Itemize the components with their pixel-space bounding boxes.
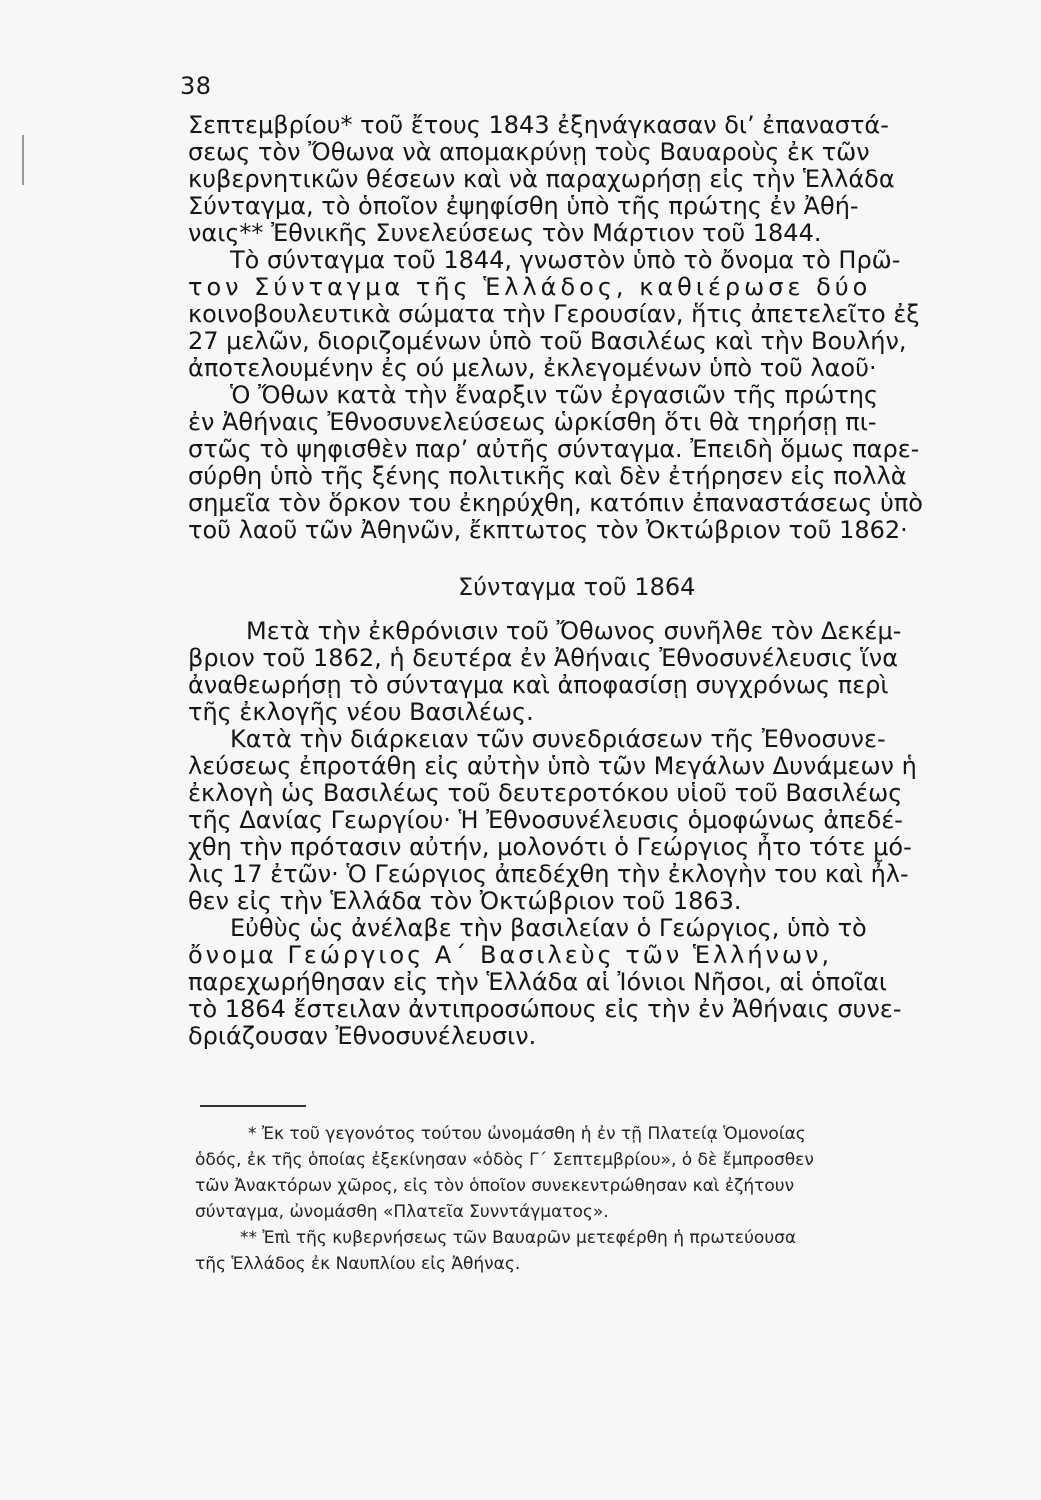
section-heading: Σύνταγμα τοῦ 1864 [458, 573, 696, 601]
text-line: Ὁ Ὄθων κατὰ τὴν ἔναρξιν τῶν ἐργασιῶν τῆς πρώτης [230, 381, 879, 409]
footnote-line: σύνταγμα, ὠνομάσθη «Πλατεῖα Συνντάγματος». [195, 1202, 609, 1222]
text-line: θεν εἰς τὴν Ἑλλάδα τὸν Ὀκτώβριον τοῦ 1863. [188, 887, 742, 915]
text-line: ὄνομα Γεώργιος Α΄ Βασιλεὺς τῶν Ἑλλήνων, [188, 941, 833, 969]
footnote-line: ** Ἐπὶ τῆς κυβερνήσεως τῶν Βαυαρῶν μετεφέρθη ἡ πρωτεύουσα [240, 1228, 797, 1248]
text-line: Τὸ σύνταγμα τοῦ 1844, γνωστὸν ὑπὸ τὸ ὄνομα τὸ Πρῶ- [230, 246, 901, 274]
footnote-divider [200, 1105, 306, 1107]
text-line: παρεχωρήθησαν εἰς τὴν Ἑλλάδα αἱ Ἰόνιοι Νῆσοι, αἱ ὁποῖαι [188, 968, 887, 996]
text-line: δριάζουσαν Ἐθνοσυνέλευσιν. [188, 1022, 537, 1050]
text-line: χθη τὴν πρότασιν αὐτήν, μολονότι ὁ Γεώργιος ἦτο τότε μό- [188, 833, 912, 861]
text-line: στῶς τὸ ψηφισθὲν παρ’ αὐτῆς σύνταγμα. Ἐπειδὴ ὅμως παρε- [188, 435, 920, 463]
footnote-line: * Ἐκ τοῦ γεγονότος τούτου ὠνομάσθη ἡ ἐν τῇ Πλατείᾳ Ὁμονοίας [248, 1124, 806, 1144]
footnote-line: τῶν Ἀνακτόρων χῶρος, εἰς τὸν ὁποῖον συνεκεντρώθησαν καὶ ἐζήτουν [195, 1176, 795, 1196]
page-number: 38 [180, 72, 212, 100]
text-line: τὸ 1864 ἔστειλαν ἀντιπροσώπους εἰς τὴν ἐν Ἀθήναις συνε- [188, 995, 902, 1023]
text-line: Σεπτεμβρίου* τοῦ ἔτους 1843 ἐξηνάγκασαν δι’ ἐπαναστά- [188, 111, 889, 139]
text-line: τον Σύνταγμα τῆς Ἑλλάδος, καθιέρωσε δύο [188, 273, 872, 301]
text-line: Εὐθὺς ὡς ἀνέλαβε τὴν βασιλείαν ὁ Γεώργιος, ὑπὸ τὸ [230, 914, 867, 942]
text-line: ἀναθεωρήσῃ τὸ σύνταγμα καὶ ἀποφασίσῃ συγχρόνως περὶ [188, 671, 889, 699]
text-line: ἐν Ἀθήναις Ἐθνοσυνελεύσεως ὡρκίσθη ὅτι θὰ τηρήσῃ πι- [188, 408, 877, 436]
text-line: ναις** Ἐθνικῆς Συνελεύσεως τὸν Μάρτιον τοῦ 1844. [188, 219, 822, 247]
footnote-line: τῆς Ἑλλάδος ἐκ Ναυπλίου εἰς Ἀθήνας. [195, 1254, 521, 1274]
scan-edge-mark [22, 135, 24, 185]
text-line: Κατὰ τὴν διάρκειαν τῶν συνεδριάσεων τῆς Ἐθνοσυνε- [230, 725, 886, 753]
text-line: τοῦ λαοῦ τῶν Ἀθηνῶν, ἔκπτωτος τὸν Ὀκτώβριον τοῦ 1862· [188, 516, 908, 544]
text-line: ἐκλογὴ ὡς Βασιλέως τοῦ δευτεροτόκου υἱοῦ τοῦ Βασιλέως [188, 779, 903, 807]
text-line: κοινοβουλευτικὰ σώματα τὴν Γερουσίαν, ἥτις ἀπετελεῖτο ἐξ [188, 300, 920, 328]
text-line: τῆς Δανίας Γεωργίου· Ἡ Ἐθνοσυνέλευσις ὁμοφώνως ἀπεδέ- [188, 806, 903, 834]
text-line: τῆς ἐκλογῆς νέου Βασιλέως. [188, 698, 534, 726]
text-line: ἀποτελουμένην ἐς ού μελων, ἐκλεγομένων ὑπὸ τοῦ λαοῦ· [188, 354, 877, 382]
text-line: Σύνταγμα, τὸ ὁποῖον ἐψηφίσθη ὑπὸ τῆς πρώτης ἐν Ἀθή- [188, 192, 859, 220]
text-line: σύρθη ὑπὸ τῆς ξένης πολιτικῆς καὶ δὲν ἐτήρησεν εἰς πολλὰ [188, 462, 907, 490]
footnote-line: ὁδός, ἐκ τῆς ὁποίας ἐξεκίνησαν «ὁδὸς Γ΄ Σεπτεμβρίου», ὁ δὲ ἔμπροσθεν [195, 1150, 814, 1170]
text-line: λις 17 ἐτῶν· Ὁ Γεώργιος ἀπεδέχθη τὴν ἐκλογὴν του καὶ ἦλ- [188, 860, 909, 888]
text-line: λεύσεως ἐπροτάθη εἰς αὐτὴν ὑπὸ τῶν Μεγάλων Δυνάμεων ἡ [188, 752, 917, 780]
text-line: Μετὰ τὴν ἐκθρόνισιν τοῦ Ὄθωνος συνῆλθε τὸν Δεκέμ- [246, 617, 902, 645]
text-line: σημεῖα τὸν ὅρκον του ἐκηρύχθη, κατόπιν ἐπαναστάσεως ὑπὸ [188, 489, 923, 517]
text-line: σεως τὸν Ὄθωνα νὰ απομακρύνῃ τοὺς Βαυαροὺς ἐκ τῶν [188, 138, 870, 166]
text-line: βριον τοῦ 1862, ἡ δευτέρα ἐν Ἀθήναις Ἐθνοσυνέλευσις ἵνα [188, 644, 899, 672]
text-line: κυβερνητικῶν θέσεων καὶ νὰ παραχωρήσῃ εἰς τὴν Ἑλλάδα [188, 165, 895, 193]
text-line: 27 μελῶν, διοριζομένων ὑπὸ τοῦ Βασιλέως καὶ τὴν Βουλήν, [188, 327, 907, 355]
